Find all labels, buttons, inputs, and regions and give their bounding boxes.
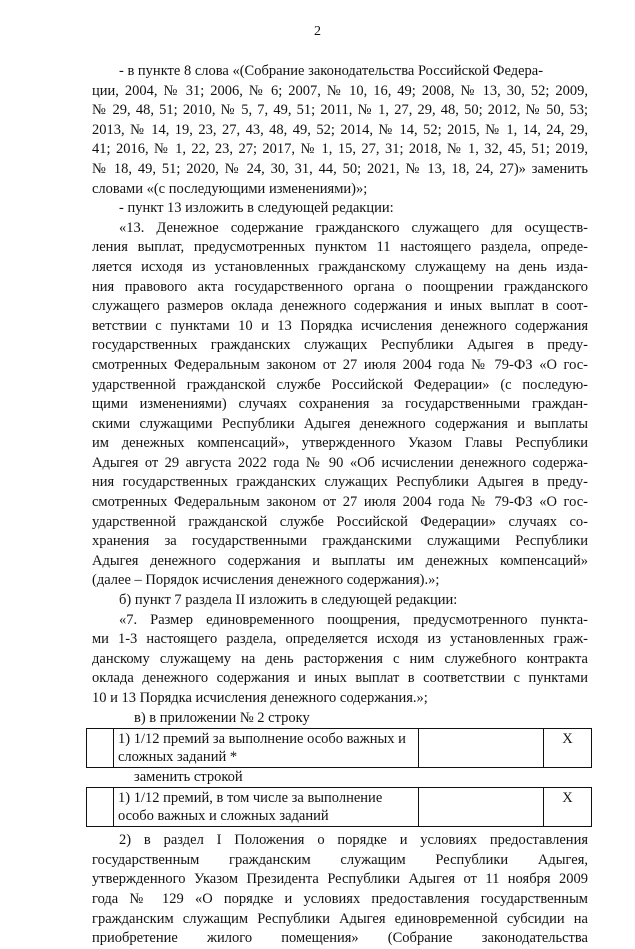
text-line: государственным гражданским служащим Республики Адыгея, (92, 851, 588, 868)
text-line: смотренных Федеральным законом от 27 июля 2004 года № 79-ФЗ «О гос- (92, 494, 588, 511)
table-cell-text: 1) 1/12 премий, в том числе за выполнение особо важных и сложных заданий (114, 788, 419, 827)
text-line: «7. Размер единовременного поощрения, предусмотренного пункта- (119, 611, 588, 628)
text-line: данскому служащему на день расторжения с ним служебного контракта (92, 650, 588, 667)
text-line: б) пункт 7 раздела II изложить в следующей редакции: (119, 592, 458, 609)
text-line: в) в приложении № 2 строку (134, 709, 310, 726)
table-row (87, 729, 592, 768)
text-line: словами «(с последующими изменениями)»; (92, 180, 368, 197)
table-original-row (86, 728, 592, 768)
table-cell-empty (419, 788, 544, 827)
text-line: ударственной гражданской службе Российской Федерации» (с последую- (92, 376, 588, 393)
text-line: ударственной гражданской службе Российской Федерации» случаях со- (92, 513, 588, 530)
text-line: оклада денежного содержания и иных выплат в соответствии с пунктами (92, 670, 588, 687)
table-cell-empty (87, 729, 114, 768)
table-cell-text: 1) 1/12 премий за выполнение особо важных и сложных заданий * (114, 729, 419, 768)
text-line: щими изменениями) случаях сохранения за государственными граждан- (92, 396, 588, 413)
table-cell-mark: X (544, 729, 592, 768)
text-line: утвержденного Указом Президента Республики Адыгея от 11 ноября 2009 (92, 871, 588, 888)
text-line: «13. Денежное содержание гражданского служащего для осуществ- (119, 219, 588, 236)
table-replacement-row (86, 787, 592, 827)
text-line: ми 1-3 настоящего раздела, определяется исходя из установленных граж- (92, 631, 588, 648)
table-row (87, 788, 592, 827)
table-cell-empty (87, 788, 114, 827)
text-line: года № 129 «О порядке и условиях предоставления государственным (92, 890, 588, 907)
text-line: им денежных компенсаций», утвержденного Указом Главы Республики (92, 435, 588, 452)
text-line: - пункт 13 изложить в следующей редакции: (119, 200, 394, 217)
text-line: ветствии с пунктами 10 и 13 Порядка исчисления денежного содержания (92, 317, 588, 334)
text-line: Адыгея от 29 августа 2022 года № 90 «Об исчислении денежного содержа- (92, 454, 588, 471)
text-line: 2013, № 14, 19, 23, 27, 43, 48, 49, 52; 2014, № 14, 52; 2015, № 1, 14, 24, 29, (92, 121, 588, 138)
text-line: 10 и 13 Порядка исчисления денежного содержания.»; (92, 690, 428, 706)
text-line: Адыгея денежного содержания и выплаты им денежных компенсаций» (92, 552, 588, 569)
text-line: гражданским служащим Республики Адыгея единовременной субсидии на (92, 910, 588, 927)
replace-label: заменить строкой (134, 769, 243, 786)
table-cell-empty (419, 729, 544, 768)
text-line: 2) в раздел I Положения о порядке и условиях предоставления (119, 832, 588, 849)
table-cell-mark: X (544, 788, 592, 827)
text-line: ляется исходя из установленных гражданскому служащему на день изда- (92, 258, 588, 275)
text-line: смотренных Федеральным законом от 27 июля 2004 года № 79-ФЗ «О гос- (92, 356, 588, 373)
text-line: - в пункте 8 слова «(Собрание законодательства Российской Федера- (119, 63, 544, 79)
text-line: ния государственных гражданских служащих Республики Адыгея в преду- (92, 474, 588, 491)
text-line: ления выплат, предусмотренных пунктом 11 настоящего раздела, опреде- (92, 239, 588, 256)
text-line: скими служащими Республики Адыгея денежного содержания и выплаты (92, 415, 588, 432)
text-line: государственных гражданских служащих Республики Адыгея в преду- (92, 337, 588, 354)
text-line: служащего размеров оклада денежного содержания и иных выплат в соот- (92, 298, 588, 315)
text-line: ции, 2004, № 31; 2006, № 6; 2007, № 10, 16, 49; 2008, № 13, 30, 52; 2009, (92, 82, 588, 99)
text-line: (далее – Порядок исчисления денежного содержания).»; (92, 572, 440, 589)
text-line: № 18, 49, 51; 2020, № 24, 30, 31, 44, 50; 2021, № 13, 18, 24, 27)» заменить (92, 160, 588, 177)
text-line: 41; 2016, № 1, 22, 23, 27; 2017, № 1, 15, 27, 31; 2018, № 1, 32, 45, 51; 2019, (92, 141, 588, 158)
page-number: 2 (314, 24, 321, 39)
document-body (92, 62, 588, 949)
text-line: № 29, 48, 51; 2010, № 5, 7, 49, 51; 2011, № 1, 27, 29, 48, 50; 2012, № 50, 53; (92, 102, 588, 119)
text-line: приобретение жилого помещения» (Собрание законодательства (92, 930, 588, 947)
text-line: хранения за государственными гражданскими служащими Республики (92, 533, 588, 550)
text-line: ния правового акта государственного органа о поощрении гражданского (92, 278, 588, 295)
